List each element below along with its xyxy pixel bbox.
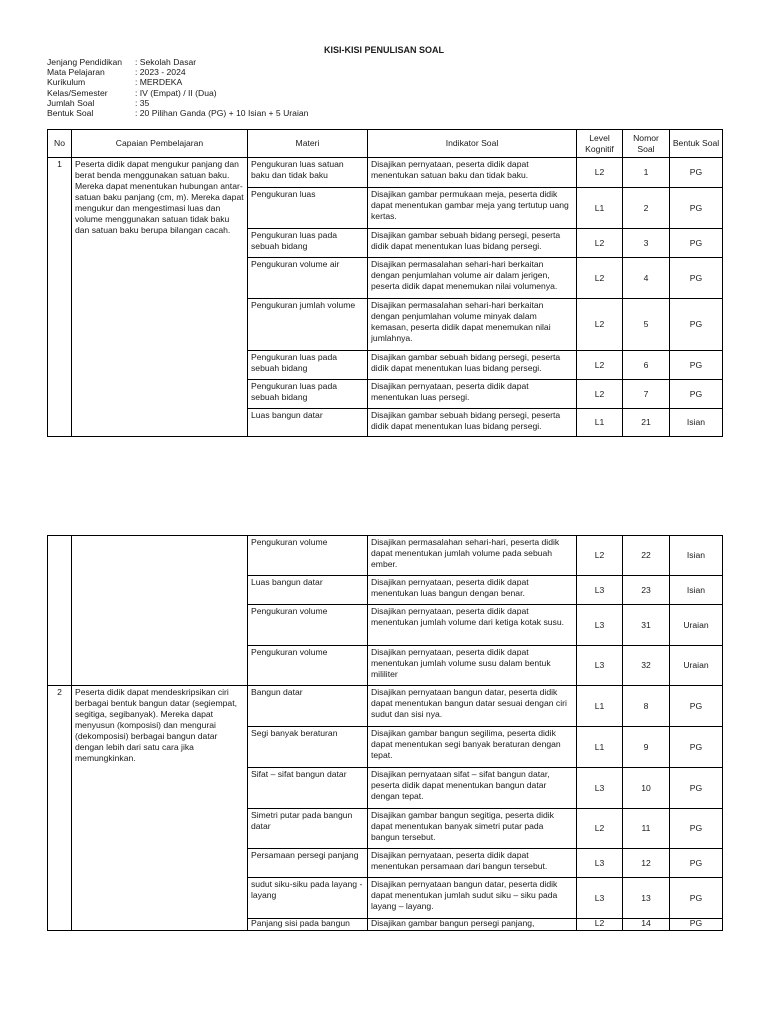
indikator-cell: Disajikan pernyataan, peserta didik dapat menentukan satuan baku dan tidak baku. bbox=[368, 158, 577, 188]
indikator-cell: Disajikan gambar bangun segitiga, peserta didik dapat menentukan banyak simetri putar pada bangun tersebut. bbox=[368, 809, 577, 849]
materi-cell: Luas bangun datar bbox=[248, 576, 368, 605]
materi-cell: Pengukuran volume bbox=[248, 646, 368, 686]
capaian-cell: Peserta didik dapat mendeskripsikan ciri berbagai bentuk bangun datar (segiempat, segitiga, segibanyak). Mereka dapat menyusun (komposisi) dan mengurai (dekomposisi) berbagai bangun datar dengan lebih dari satu cara jika memungkinkan. bbox=[72, 686, 248, 931]
bentuk-cell: Uraian bbox=[670, 605, 723, 646]
header-bentuk: Bentuk Soal bbox=[670, 130, 723, 158]
bentuk-cell: PG bbox=[670, 158, 723, 188]
bentuk-cell: PG bbox=[670, 768, 723, 809]
nomor-cell: 31 bbox=[623, 605, 670, 646]
materi-cell: Segi banyak beraturan bbox=[248, 727, 368, 768]
materi-cell: Pengukuran luas pada sebuah bidang bbox=[248, 229, 368, 258]
header-materi: Materi bbox=[248, 130, 368, 158]
row-number-cell: 2 bbox=[48, 686, 72, 931]
meta-value: : IV (Empat) / II (Dua) bbox=[135, 87, 217, 98]
table-row bbox=[48, 686, 723, 727]
bentuk-cell: Isian bbox=[670, 536, 723, 576]
capaian-cell bbox=[72, 536, 248, 686]
meta-value: : 35 bbox=[135, 97, 150, 108]
nomor-cell: 9 bbox=[623, 727, 670, 768]
level-cell: L1 bbox=[577, 409, 623, 437]
level-cell: L2 bbox=[577, 536, 623, 576]
level-cell: L2 bbox=[577, 258, 623, 299]
nomor-cell: 7 bbox=[623, 380, 670, 409]
indikator-cell: Disajikan gambar bangun segilima, peserta didik dapat menentukan segi banyak beraturan dengan tepat. bbox=[368, 727, 577, 768]
materi-cell: Simetri putar pada bangun datar bbox=[248, 809, 368, 849]
nomor-cell: 14 bbox=[623, 919, 670, 931]
bentuk-cell: PG bbox=[670, 809, 723, 849]
header-level: Level Kognitif bbox=[577, 130, 623, 158]
nomor-cell: 8 bbox=[623, 686, 670, 727]
materi-cell: Persamaan persegi panjang bbox=[248, 849, 368, 878]
meta-row bbox=[47, 98, 308, 108]
level-cell: L1 bbox=[577, 188, 623, 229]
indikator-cell: Disajikan permasalahan sehari-hari berkaitan dengan penjumlahan volume air dalam jerigen, peserta didik dapat menemukan nilai volumenya. bbox=[368, 258, 577, 299]
level-cell: L2 bbox=[577, 919, 623, 931]
indikator-cell: Disajikan gambar sebuah bidang persegi, peserta didik dapat menentukan luas bidang persegi. bbox=[368, 351, 577, 380]
meta-key: Mata Pelajaran bbox=[47, 67, 105, 78]
document-title: KISI-KISI PENULISAN SOAL bbox=[323, 45, 444, 55]
nomor-cell: 5 bbox=[623, 299, 670, 351]
level-cell: L3 bbox=[577, 768, 623, 809]
indikator-cell: Disajikan gambar sebuah bidang persegi, peserta didik dapat menentukan luas bidang persegi. bbox=[368, 409, 577, 437]
meta-key: Jumlah Soal bbox=[47, 97, 95, 108]
level-cell: L3 bbox=[577, 646, 623, 686]
bentuk-cell: PG bbox=[670, 229, 723, 258]
level-cell: L3 bbox=[577, 878, 623, 919]
bentuk-cell: PG bbox=[670, 258, 723, 299]
level-cell: L2 bbox=[577, 351, 623, 380]
meta-value: : 20 Pilihan Ganda (PG) + 10 Isian + 5 Uraian bbox=[135, 107, 309, 118]
indikator-cell: Disajikan pernyataan, peserta didik dapat menentukan jumlah volume susu dalam bentuk mililiter bbox=[368, 646, 577, 686]
nomor-cell: 4 bbox=[623, 258, 670, 299]
meta-key: Bentuk Soal bbox=[47, 107, 94, 118]
level-cell: L3 bbox=[577, 576, 623, 605]
meta-row bbox=[47, 67, 308, 77]
meta-row bbox=[47, 77, 308, 87]
bentuk-cell: PG bbox=[670, 849, 723, 878]
materi-cell: Pengukuran volume bbox=[248, 536, 368, 576]
indikator-cell: Disajikan gambar permukaan meja, peserta didik dapat menentukan gambar meja yang tertutup uang kertas. bbox=[368, 188, 577, 229]
level-cell: L3 bbox=[577, 605, 623, 646]
nomor-cell: 6 bbox=[623, 351, 670, 380]
bentuk-cell: PG bbox=[670, 727, 723, 768]
nomor-cell: 12 bbox=[623, 849, 670, 878]
indikator-cell: Disajikan pernyataan, peserta didik dapat menentukan persamaan dari bangun tersebut. bbox=[368, 849, 577, 878]
indikator-cell: Disajikan permasalahan sehari-hari, peserta didik dapat menentukan jumlah volume pada sebuah ember. bbox=[368, 536, 577, 576]
nomor-cell: 1 bbox=[623, 158, 670, 188]
bentuk-cell: Uraian bbox=[670, 646, 723, 686]
indikator-cell: Disajikan pernyataan, peserta didik dapat menentukan jumlah volume dari ketiga kotak susu. bbox=[368, 605, 577, 646]
indikator-cell: Disajikan pernyataan bangun datar, peserta didik dapat menentukan bangun datar sesuai dengan ciri sudut dan sisi nya. bbox=[368, 686, 577, 727]
indikator-cell: Disajikan pernyataan sifat – sifat bangun datar, peserta didik dapat menentukan bangun datar dengan tepat. bbox=[368, 768, 577, 809]
header-nomor: Nomor Soal bbox=[623, 130, 670, 158]
nomor-cell: 11 bbox=[623, 809, 670, 849]
level-cell: L2 bbox=[577, 229, 623, 258]
meta-key: Jenjang Pendidikan bbox=[47, 57, 123, 67]
nomor-cell: 10 bbox=[623, 768, 670, 809]
row-number-cell: 1 bbox=[48, 158, 72, 437]
header-no: No bbox=[48, 130, 72, 158]
document-meta bbox=[47, 57, 308, 118]
header-capaian: Capaian Pembelajaran bbox=[72, 130, 248, 158]
materi-cell: Pengukuran jumlah volume bbox=[248, 299, 368, 351]
indikator-cell: Disajikan pernyataan bangun datar, peserta didik dapat menentukan jumlah sudut siku – siku pada layang – layang. bbox=[368, 878, 577, 919]
materi-cell: Pengukuran luas satuan baku dan tidak baku bbox=[248, 158, 368, 188]
materi-cell: Pengukuran luas bbox=[248, 188, 368, 229]
bentuk-cell: PG bbox=[670, 299, 723, 351]
nomor-cell: 3 bbox=[623, 229, 670, 258]
nomor-cell: 22 bbox=[623, 536, 670, 576]
materi-cell: Pengukuran luas pada sebuah bidang bbox=[248, 351, 368, 380]
meta-value: : Sekolah Dasar bbox=[135, 57, 197, 67]
nomor-cell: 13 bbox=[623, 878, 670, 919]
materi-cell: Bangun datar bbox=[248, 686, 368, 727]
level-cell: L2 bbox=[577, 809, 623, 849]
nomor-cell: 2 bbox=[623, 188, 670, 229]
bentuk-cell: PG bbox=[670, 188, 723, 229]
meta-row bbox=[47, 57, 308, 67]
level-cell: L2 bbox=[577, 158, 623, 188]
table-row bbox=[48, 158, 723, 188]
capaian-cell: Peserta didik dapat mengukur panjang dan berat benda menggunakan satuan baku. Mereka dapat menentukan hubungan antar-satuan baku panjang (cm, m). Mereka dapat mengukur dan mengestimasi luas dan volume menggunakan satuan tidak baku dan satuan baku berupa bilangan cacah. bbox=[72, 158, 248, 437]
level-cell: L1 bbox=[577, 686, 623, 727]
meta-row bbox=[47, 108, 308, 118]
level-cell: L1 bbox=[577, 727, 623, 768]
level-cell: L2 bbox=[577, 299, 623, 351]
materi-cell: Pengukuran volume air bbox=[248, 258, 368, 299]
level-cell: L3 bbox=[577, 849, 623, 878]
table-row bbox=[48, 536, 723, 576]
row-number-cell bbox=[48, 536, 72, 686]
bentuk-cell: Isian bbox=[670, 576, 723, 605]
materi-cell: Panjang sisi pada bangun bbox=[248, 919, 368, 931]
nomor-cell: 32 bbox=[623, 646, 670, 686]
nomor-cell: 21 bbox=[623, 409, 670, 437]
bentuk-cell: Isian bbox=[670, 409, 723, 437]
meta-value: : MERDEKA bbox=[135, 77, 183, 88]
indikator-cell: Disajikan pernyataan, peserta didik dapat menentukan luas persegi. bbox=[368, 380, 577, 409]
table-header-row bbox=[48, 130, 723, 158]
materi-cell: Luas bangun datar bbox=[248, 409, 368, 437]
indikator-cell: Disajikan pernyataan, peserta didik dapat menentukan luas bangun dengan benar. bbox=[368, 576, 577, 605]
materi-cell: Pengukuran volume bbox=[248, 605, 368, 646]
meta-value: : 2023 - 2024 bbox=[135, 67, 186, 78]
bentuk-cell: PG bbox=[670, 380, 723, 409]
bentuk-cell: PG bbox=[670, 351, 723, 380]
nomor-cell: 23 bbox=[623, 576, 670, 605]
meta-key: Kurikulum bbox=[47, 77, 86, 88]
bentuk-cell: PG bbox=[670, 919, 723, 931]
indikator-cell: Disajikan permasalahan sehari-hari berkaitan dengan penjumlahan volume minyak dalam kemasan, peserta didik dapat menemukan nilai jumlahnya. bbox=[368, 299, 577, 351]
bentuk-cell: PG bbox=[670, 878, 723, 919]
materi-cell: Sifat – sifat bangun datar bbox=[248, 768, 368, 809]
kisi-table-page-1 bbox=[47, 129, 723, 437]
indikator-cell: Disajikan gambar bangun persegi panjang, bbox=[368, 919, 577, 931]
kisi-table-page-2 bbox=[47, 535, 723, 931]
materi-cell: Pengukuran luas pada sebuah bidang bbox=[248, 380, 368, 409]
meta-key: Kelas/Semester bbox=[47, 87, 108, 98]
materi-cell: sudut siku-siku pada layang - layang bbox=[248, 878, 368, 919]
meta-row bbox=[47, 88, 308, 98]
level-cell: L2 bbox=[577, 380, 623, 409]
indikator-cell: Disajikan gambar sebuah bidang persegi, peserta didik dapat menentukan luas bidang persegi. bbox=[368, 229, 577, 258]
bentuk-cell: PG bbox=[670, 686, 723, 727]
header-indikator: Indikator Soal bbox=[368, 130, 577, 158]
